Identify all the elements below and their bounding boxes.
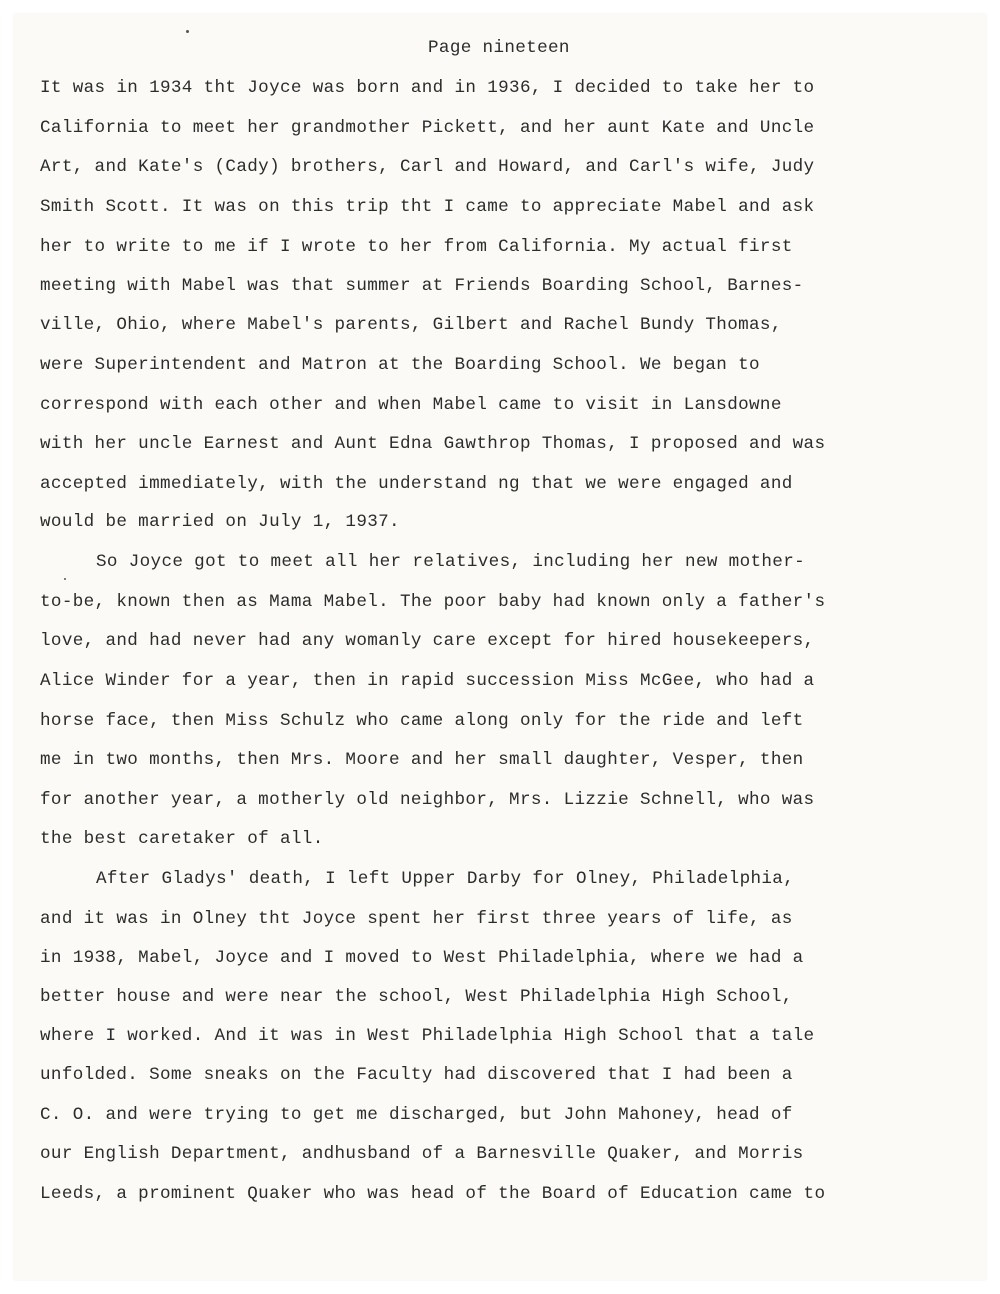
paper-speck bbox=[64, 578, 66, 580]
text-line: unfolded. Some sneaks on the Faculty had discovered that I had been a bbox=[40, 1065, 793, 1085]
text-line: horse face, then Miss Schulz who came along only for the ride and left bbox=[40, 711, 804, 731]
text-line: Leeds, a prominent Quaker who was head of the Board of Education came to bbox=[40, 1184, 826, 1204]
text-line: love, and had never had any womanly care except for hired housekeepers, bbox=[40, 631, 815, 651]
text-line: our English Department, andhusband of a Barnesville Quaker, and Morris bbox=[40, 1144, 804, 1164]
page-number-heading: Page nineteen bbox=[428, 38, 570, 58]
text-line: better house and were near the school, West Philadelphia High School, bbox=[40, 987, 793, 1007]
text-line: Alice Winder for a year, then in rapid succession Miss McGee, who had a bbox=[40, 671, 815, 691]
text-line: with her uncle Earnest and Aunt Edna Gawthrop Thomas, I proposed and was bbox=[40, 434, 826, 454]
text-line: meeting with Mabel was that summer at Friends Boarding School, Barnes- bbox=[40, 276, 804, 296]
text-line: and it was in Olney tht Joyce spent her first three years of life, as bbox=[40, 909, 793, 929]
paper-speck bbox=[186, 30, 189, 33]
text-line: ville, Ohio, where Mabel's parents, Gilbert and Rachel Bundy Thomas, bbox=[40, 315, 782, 335]
text-line: where I worked. And it was in West Philadelphia High School that a tale bbox=[40, 1026, 815, 1046]
text-line: Art, and Kate's (Cady) brothers, Carl and Howard, and Carl's wife, Judy bbox=[40, 157, 815, 177]
paragraph-start-line: So Joyce got to meet all her relatives, including her new mother- bbox=[96, 552, 806, 572]
text-line: her to write to me if I wrote to her from California. My actual first bbox=[40, 237, 793, 257]
text-line: for another year, a motherly old neighbor, Mrs. Lizzie Schnell, who was bbox=[40, 790, 815, 810]
text-line: the best caretaker of all. bbox=[40, 829, 324, 849]
text-line: It was in 1934 tht Joyce was born and in 1936, I decided to take her to bbox=[40, 78, 815, 98]
paragraph-start-line: After Gladys' death, I left Upper Darby for Olney, Philadelphia, bbox=[96, 869, 795, 889]
text-line: were Superintendent and Matron at the Boarding School. We began to bbox=[40, 355, 760, 375]
text-line: accepted immediately, with the understand ng that we were engaged and bbox=[40, 474, 793, 494]
text-line: California to meet her grandmother Pickett, and her aunt Kate and Uncle bbox=[40, 118, 815, 138]
text-line: to-be, known then as Mama Mabel. The poor baby had known only a father's bbox=[40, 592, 826, 612]
text-line: in 1938, Mabel, Joyce and I moved to West Philadelphia, where we had a bbox=[40, 948, 804, 968]
text-line: correspond with each other and when Mabel came to visit in Lansdowne bbox=[40, 395, 782, 415]
text-line: would be married on July 1, 1937. bbox=[40, 512, 400, 532]
text-line: me in two months, then Mrs. Moore and her small daughter, Vesper, then bbox=[40, 750, 804, 770]
text-line: Smith Scott. It was on this trip tht I came to appreciate Mabel and ask bbox=[40, 197, 815, 217]
text-line: C. O. and were trying to get me discharged, but John Mahoney, head of bbox=[40, 1105, 793, 1125]
